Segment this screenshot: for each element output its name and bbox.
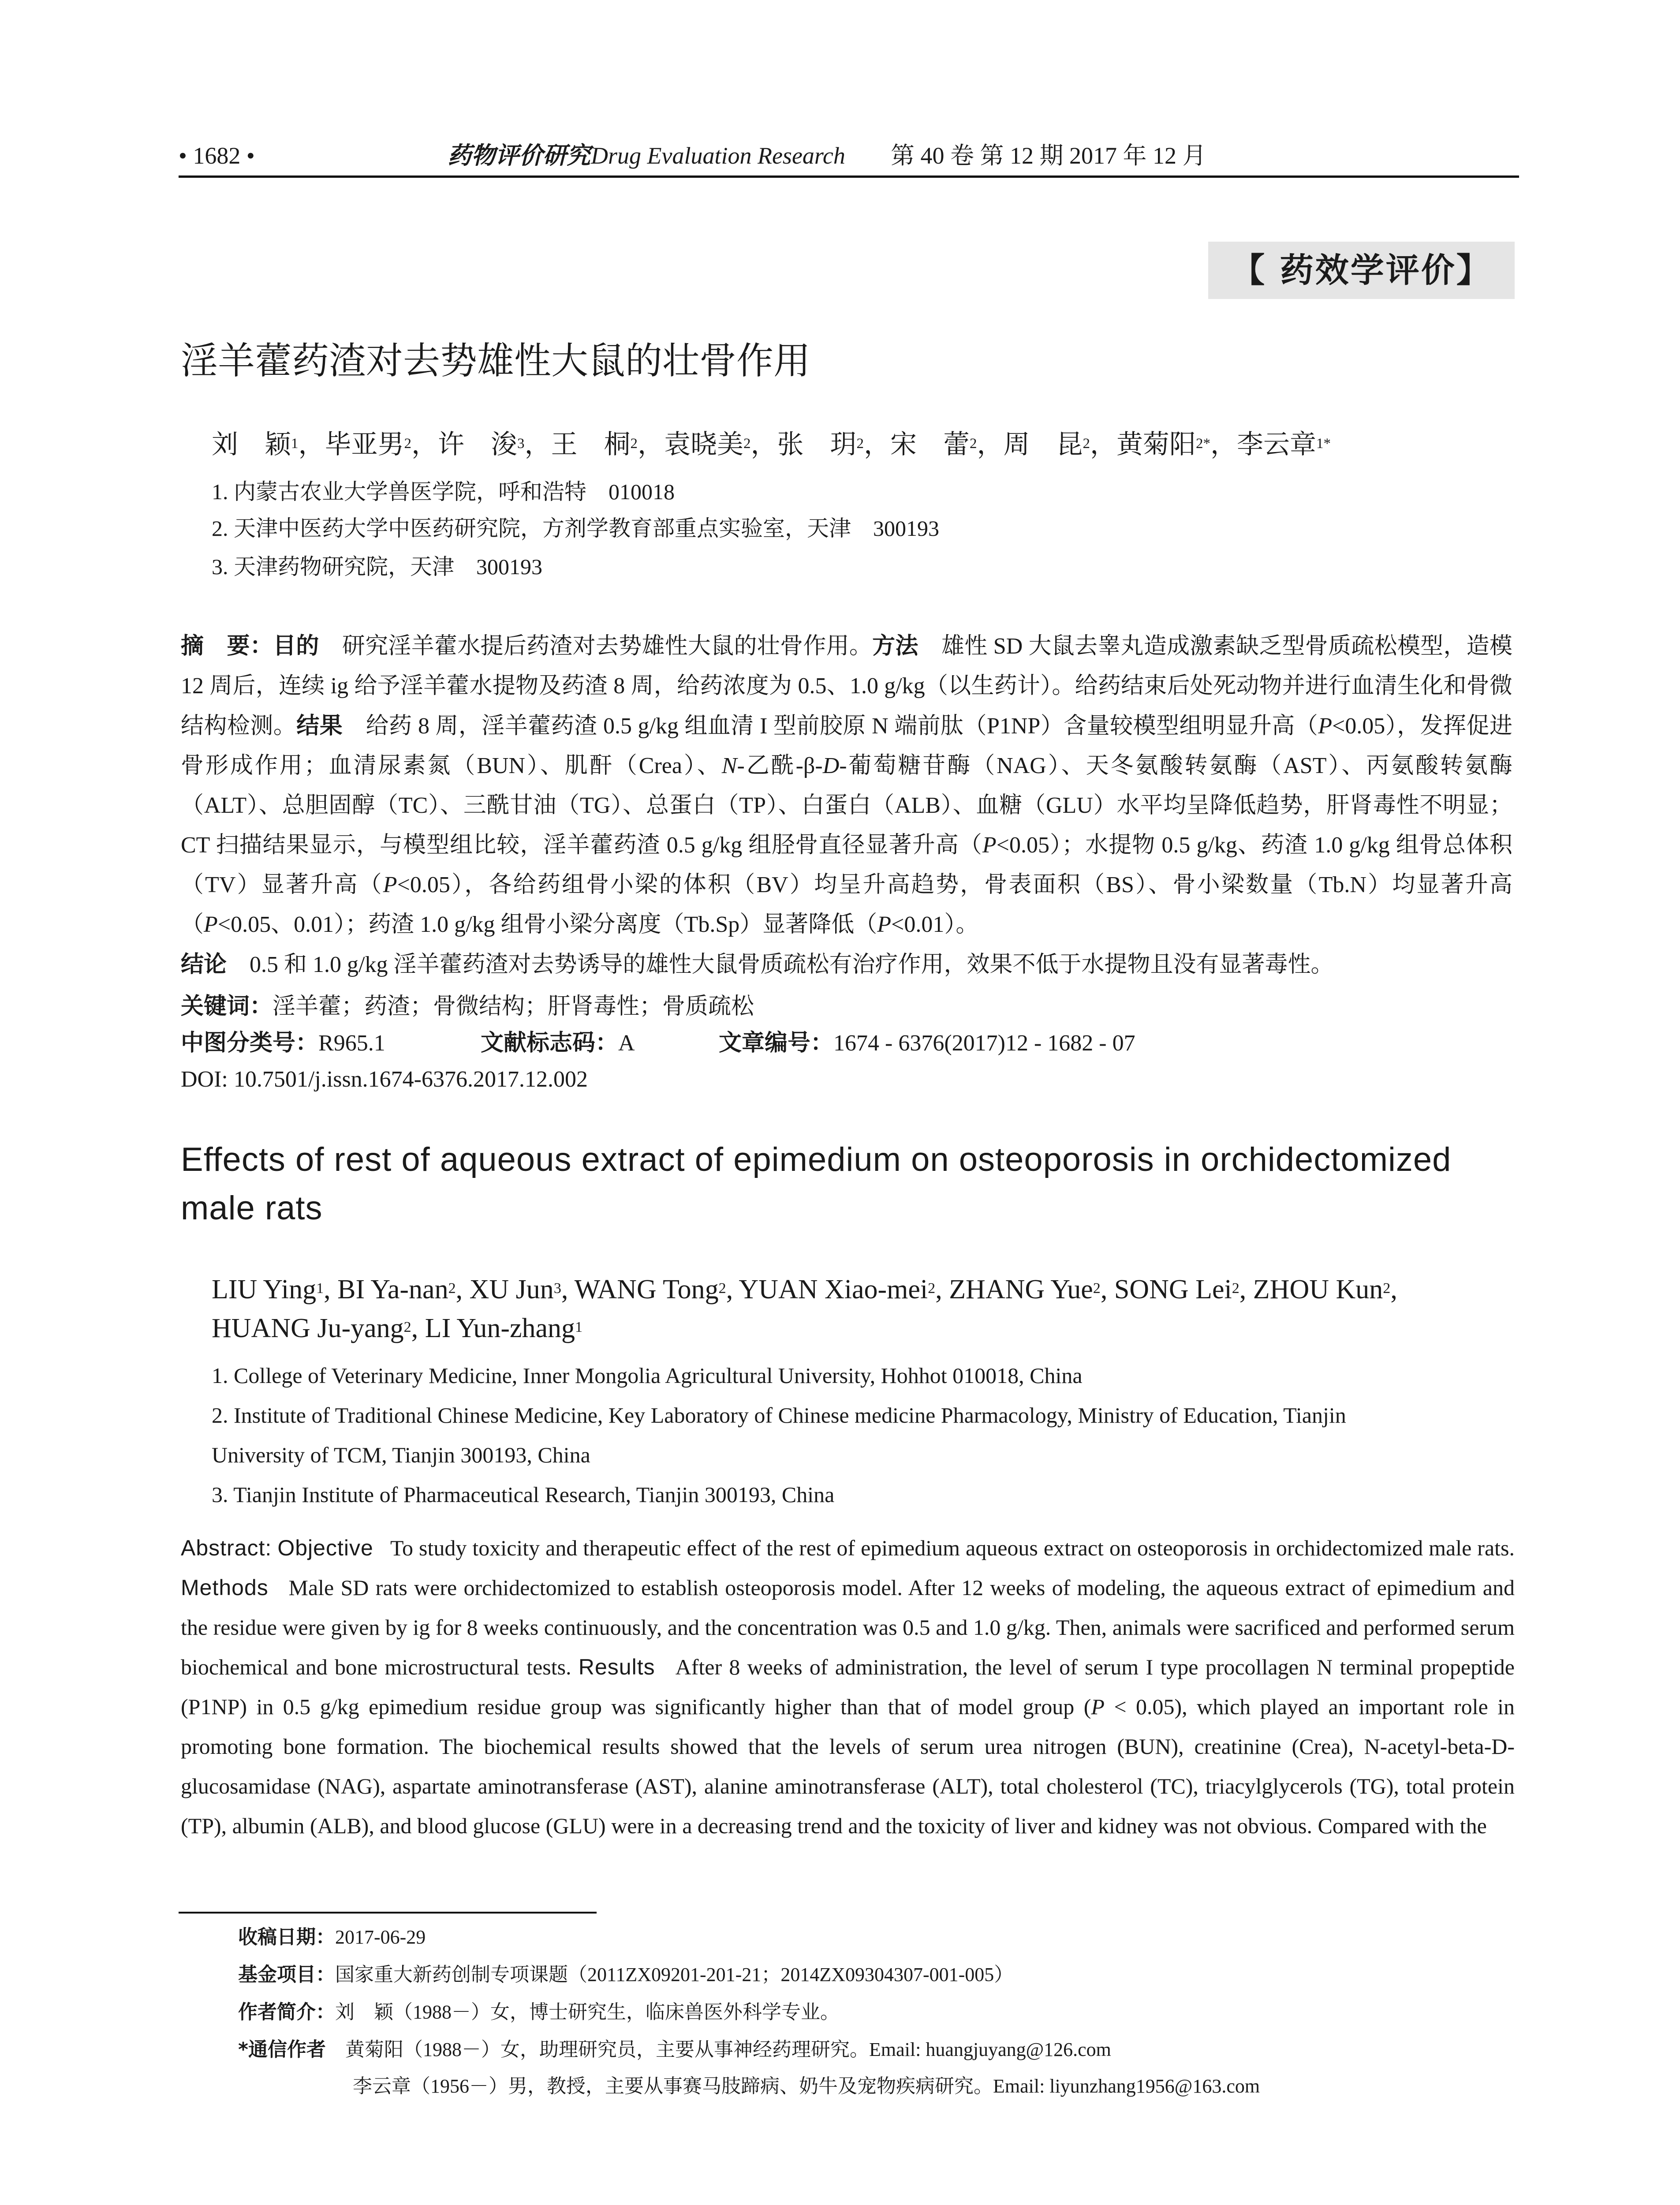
author-cn: 张 玥 xyxy=(777,430,857,459)
clc-label: 中图分类号： xyxy=(181,1030,319,1056)
abstract-en xyxy=(181,1528,1515,1846)
results-text-cn: <0.05）；水提物 0.5 g/kg、药渣 1.0 g/kg 组骨总体积（TV）显著升高（ xyxy=(181,833,1512,897)
abstract-label-en: Abstract: xyxy=(181,1536,272,1560)
section-banner: 【 药效学评价】 xyxy=(1208,242,1515,299)
author-affil-sup: 2 xyxy=(1383,1280,1391,1297)
results-label-cn: 结果 xyxy=(296,713,343,739)
affiliation-cn-2: 2. 天津中医药大学中医药研究院，方剂学教育部重点实验室，天津 300193 xyxy=(212,516,939,541)
author-affil-sup: 2 xyxy=(970,436,977,452)
footnote-correspondence xyxy=(238,2036,1111,2063)
author-en: WANG Tong xyxy=(574,1274,719,1304)
abstract-cn xyxy=(181,626,1512,985)
author-cn: 李云章 xyxy=(1237,430,1316,459)
results-text-cn: <0.05），发挥促进骨形成作用；血清尿素氮（BUN）、肌酐（Crea）、 xyxy=(181,714,1512,778)
doc-code-label: 文献标志码： xyxy=(481,1030,619,1056)
methods-label-cn: 方法 xyxy=(872,633,918,659)
author-affil-sup: 2 xyxy=(1093,1280,1101,1297)
author-affil-sup: 3 xyxy=(517,436,525,452)
conclusion-label-cn: 结论 xyxy=(181,951,227,978)
author-en: BI Ya-nan xyxy=(337,1274,448,1304)
p-value-symbol: P xyxy=(204,912,218,937)
footnote-correspondence-2: 李云章（1956－）男，教授，主要从事赛马肢蹄病、奶牛及宠物疾病研究。Email: liyunzhang1956@163.com xyxy=(353,2075,1260,2097)
author-cn: 王 桐 xyxy=(551,430,631,459)
bio-text: 刘 颖（1988－）女，博士研究生，临床兽医外科学专业。 xyxy=(335,2001,840,2023)
footnote-fund xyxy=(238,1961,1013,1988)
author-affil-sup: 1* xyxy=(1316,436,1331,452)
results-text-en: After 8 weeks of administration, the level of serum I type procollagen N terminal propeptide (P1NP) in 0.5 g/kg epimedium residue group was significantly higher than that of model group ( xyxy=(181,1655,1515,1719)
author-affil-sup: 2 xyxy=(856,436,864,452)
objective-label-cn: 目的 xyxy=(273,633,319,659)
correspondence-label: *通信作者 xyxy=(238,2038,326,2061)
author-cn: 周 昆 xyxy=(1003,430,1083,459)
italic-d: D xyxy=(822,753,840,778)
author-en: ZHOU Kun xyxy=(1253,1274,1383,1304)
abstract-label-cn: 摘 要： xyxy=(181,633,273,659)
article-number-value: 1674 - 6376(2017)12 - 1682 - 07 xyxy=(833,1031,1135,1056)
author-en: ZHANG Yue xyxy=(949,1274,1093,1304)
running-header xyxy=(179,140,1519,178)
author-en: HUANG Ju-yang xyxy=(212,1313,404,1343)
received-label: 收稿日期： xyxy=(238,1926,335,1948)
title-en: Effects of rest of aqueous extract of epimedium on osteoporosis in orchidectomized male rats xyxy=(181,1141,1452,1227)
author-en: YUAN Xiao-mei xyxy=(739,1274,928,1304)
keywords-cn xyxy=(181,989,754,1024)
author-affil-sup: 2 xyxy=(404,436,411,452)
p-value-symbol: P xyxy=(1318,714,1332,739)
affiliation-cn-3: 3. 天津药物研究院，天津 300193 xyxy=(212,554,542,579)
affiliation-en-1: 1. College of Veterinary Medicine, Inner Mongolia Agricultural University, Hohhot 010018, China xyxy=(212,1363,1083,1388)
author-affil-sup: 2 xyxy=(403,1319,411,1336)
journal-name-en: Drug Evaluation Research xyxy=(591,142,845,169)
p-value-symbol: P xyxy=(982,833,997,858)
author-cn: 刘 颖 xyxy=(212,430,291,459)
author-cn: 袁晓美 xyxy=(664,430,743,459)
results-text-en: < 0.05), which played an important role in promoting bone formation. The biochemical results showed that the levels of serum urea nitrogen (BUN), creatinine (Crea), N-acetyl-beta-D-glucosamidase (NAG), aspartate aminotransferase (AST), alanine aminotransferase (ALT), total cholesterol (TC), triacylglycerols (TG), total protein (TP), albumin (ALB), and blood glucose (GLU) were in a decreasing trend and the toxicity of liver and kidney was not obvious. Compared with the xyxy=(181,1694,1515,1838)
author-affil-sup: 1 xyxy=(575,1319,583,1336)
author-affil-sup: 1 xyxy=(291,436,299,452)
results-label-en: Results xyxy=(578,1655,655,1679)
methods-text-en: Male SD rats were orchidectomized to establish osteoporosis model. After 12 weeks of modeling, the aqueous extract of epimedium and the residue were given by ig for 8 weeks continuously, and the concentration was 0.5 and 1.0 g/kg. Then, animals were sacrificed and performed serum biochemical and bone microstructural tests. xyxy=(181,1575,1515,1679)
author-affil-sup: 2* xyxy=(1196,436,1210,452)
clc-value: R965.1 xyxy=(318,1031,385,1056)
author-en: LIU Ying xyxy=(212,1274,317,1304)
footnote-rule xyxy=(179,1912,597,1913)
authors-en: LIU Ying$^1$, BI Ya-nan$^2$, XU Jun$^3$, WANG Tong$^2$, YUAN Xiao-mei$^2$, ZHANG Yue$^2$, SONG Lei$^2$, ZHOU Kun$^2$, HUANG Ju-yang$^2$, LI Yun-zhang$^1$ xyxy=(212,1274,1397,1343)
author-affil-sup: 2 xyxy=(928,1280,936,1297)
author-affil-sup: 2 xyxy=(743,436,751,452)
authors-cn: 刘 颖$^1$，毕亚男$^2$，许 浚$^3$，王 桐$^2$，袁晓美$^2$，张 玥$^2$，宋 蕾$^2$，周 昆$^2$，黄菊阳$^{2*}$，李云章$^{1*}$ xyxy=(212,430,1331,459)
affiliation-en-2: 2. Institute of Traditional Chinese Medicine, Key Laboratory of Chinese medicine Pharmacology, Ministry of Education, Tianjin xyxy=(212,1403,1346,1428)
correspondence-1: 黄菊阳（1988－）女，助理研究员，主要从事神经药理研究。Email: huangjuyang@126.com xyxy=(345,2039,1111,2060)
bio-label: 作者简介： xyxy=(238,2001,335,2023)
author-affil-sup: 2 xyxy=(1083,436,1090,452)
author-affil-sup: 2 xyxy=(630,436,638,452)
results-text-cn: <0.05），各给药组骨小梁的体积（BV）均呈升高趋势，骨表面积（BS）、骨小梁数量（Tb.N）均显著升高（ xyxy=(181,872,1512,937)
author-cn: 毕亚男 xyxy=(325,430,404,459)
conclusion-text-cn: 0.5 和 1.0 g/kg 淫羊藿药渣对去势诱导的雄性大鼠骨质疏松有治疗作用，效果不低于水提物且没有显著毒性。 xyxy=(250,952,1334,977)
keywords-label-cn: 关键词： xyxy=(181,993,273,1020)
results-text-cn: 给药 8 周，淫羊藿药渣 0.5 g/kg 组血清 I 型前胶原 N 端前肽（P1NP）含量较模型组明显升高（ xyxy=(366,714,1318,739)
author-affil-sup: 2 xyxy=(1232,1280,1239,1297)
affiliation-en-3: 3. Tianjin Institute of Pharmaceutical Research, Tianjin 300193, China xyxy=(212,1482,835,1507)
objective-label-en: Objective xyxy=(277,1536,373,1560)
methods-text-cn: 雄性 SD 大鼠去睾丸造成激素缺乏型骨质疏松模型，造模 12 周后，连续 ig 给予淫羊藿水提物及药渣 8 周，给药浓度为 0.5、1.0 g/kg（以生药计）。给药结束后处死动物并进行血清生化和骨微结构检测。 xyxy=(181,634,1512,739)
p-value-symbol: P xyxy=(1091,1694,1105,1719)
author-affil-sup: 2 xyxy=(718,1280,726,1297)
footnote-author-bio xyxy=(238,1999,840,2026)
author-affil-sup: 1 xyxy=(316,1280,324,1297)
author-affil-sup: 3 xyxy=(553,1280,561,1297)
author-cn: 许 浚 xyxy=(438,430,517,459)
results-text-cn: <0.01）。 xyxy=(891,912,979,937)
title-cn: 淫羊藿药渣对去势雄性大鼠的壮骨作用 xyxy=(181,339,811,382)
affiliation-en-2-cont: University of TCM, Tianjin 300193, China xyxy=(212,1443,590,1467)
results-text-cn: <0.05、0.01）；药渣 1.0 g/kg 组骨小梁分离度（Tb.Sp）显著降低（ xyxy=(217,912,877,937)
issue-info: 第 40 卷 第 12 期 2017 年 12 月 xyxy=(891,142,1206,169)
author-en: SONG Lei xyxy=(1114,1274,1232,1304)
italic-n: N xyxy=(721,753,737,778)
fund-label: 基金项目： xyxy=(238,1963,335,1986)
fund-text: 国家重大新药创制专项课题（2011ZX09201-201-21；2014ZX09304307-001-005） xyxy=(335,1964,1014,1985)
doc-code-value: A xyxy=(618,1031,635,1056)
results-text-cn: -乙酰-β- xyxy=(737,753,823,778)
article-number-label: 文章编号： xyxy=(719,1030,834,1056)
p-value-symbol: P xyxy=(877,912,892,937)
journal-name-cn: 药物评价研究 xyxy=(448,142,590,169)
affiliation-cn-1: 1. 内蒙古农业大学兽医学院，呼和浩特 010018 xyxy=(212,479,675,504)
author-cn: 黄菊阳 xyxy=(1116,430,1196,459)
methods-label-en: Methods xyxy=(181,1575,269,1600)
received-date: 2017-06-29 xyxy=(335,1926,426,1948)
author-en: XU Jun xyxy=(469,1274,554,1304)
author-en: LI Yun-zhang xyxy=(425,1313,575,1343)
objective-text-en: To study toxicity and therapeutic effect of the rest of epimedium aqueous extract on osteoporosis in orchidectomized male rats. xyxy=(390,1536,1515,1560)
author-cn: 宋 蕾 xyxy=(890,430,970,459)
author-affil-sup: 2 xyxy=(448,1280,456,1297)
p-value-symbol: P xyxy=(383,872,397,897)
page-number: • 1682 • xyxy=(179,142,255,169)
results-text-cn: -葡萄糖苷酶（NAG）、天冬氨酸转氨酶（AST）、丙氨酸转氨酶（ALT）、总胆固醇（TC）、三酰甘油（TG）、总蛋白（TP）、白蛋白（ALB）、血糖（GLU）水平均呈降低趋势，肝肾毒性不明显；CT 扫描结果显示，与模型组比较，淫羊藿药渣 0.5 g/kg 组胫骨直径显著升高（ xyxy=(181,753,1512,858)
keywords-value-cn: 淫羊藿；药渣；骨微结构；肝肾毒性；骨质疏松 xyxy=(273,994,754,1019)
footnote-received xyxy=(238,1924,426,1951)
doi: DOI: 10.7501/j.issn.1674-6376.2017.12.002 xyxy=(181,1067,588,1092)
objective-text-cn: 研究淫羊藿水提后药渣对去势雄性大鼠的壮骨作用。 xyxy=(342,634,873,659)
